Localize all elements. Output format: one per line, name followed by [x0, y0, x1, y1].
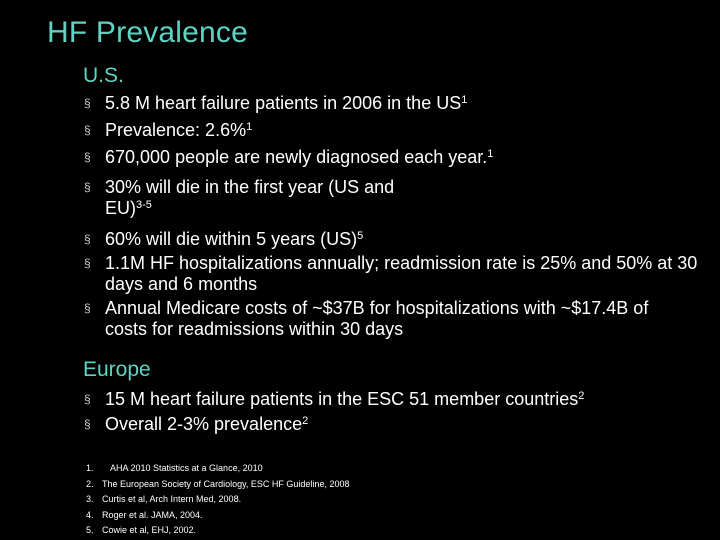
us-bullet-6 [84, 253, 705, 295]
bullet-text: 5.8 M heart failure patients in 2006 in the US [105, 93, 462, 113]
us-bullet-5 [84, 229, 704, 250]
bullet-superscript: 2 [302, 415, 309, 427]
bullet-marker-icon: § [84, 180, 91, 194]
reference-text: Cowie et al, EHJ, 2002. [102, 525, 197, 535]
us-bullet-3 [84, 147, 704, 168]
slide-title: HF Prevalence [47, 16, 249, 49]
bullet-superscript: 2 [578, 390, 585, 402]
reference-item [86, 508, 349, 524]
bullet-text: 60% will die within 5 years (US) [105, 229, 358, 249]
europe-bullet-2 [84, 414, 704, 435]
bullet-marker-icon: § [84, 256, 91, 270]
reference-text: Curtis et al, Arch Intern Med, 2008. [102, 494, 242, 504]
bullet-superscript: 1 [461, 94, 468, 106]
bullet-marker-icon: § [84, 96, 91, 110]
bullet-marker-icon: § [84, 417, 91, 431]
europe-bullet-list [84, 389, 704, 435]
reference-number: 5. [86, 525, 94, 535]
us-section-heading: U.S. [83, 64, 124, 87]
references-list [86, 461, 349, 539]
reference-text: Roger et al. JAMA, 2004. [102, 509, 203, 520]
reference-item [86, 477, 349, 493]
reference-number: 2. [86, 478, 94, 489]
reference-number: 1. [86, 463, 94, 473]
bullet-text: 670,000 people are newly diagnosed each year. [105, 147, 488, 167]
reference-number: 4. [86, 509, 94, 520]
reference-item [86, 523, 349, 539]
bullet-superscript: 5 [357, 230, 364, 242]
bullet-text: 30% will die in the first year (US and EU) [105, 177, 395, 218]
reference-text: The European Society of Cardiology, ESC HF Guideline, 2008 [102, 478, 350, 489]
bullet-text: Annual Medicare costs of ~$37B for hospitalizations with ~$17.4B of costs for readmissions within 30 days [105, 298, 649, 339]
bullet-text: Prevalence: 2.6% [105, 120, 247, 140]
us-bullet-4 [84, 177, 405, 219]
us-bullet-list [84, 93, 704, 340]
europe-bullet-1 [84, 389, 704, 410]
bullet-superscript: 1 [487, 148, 494, 160]
reference-item [86, 461, 349, 477]
reference-item [86, 492, 349, 508]
bullet-marker-icon: § [84, 232, 91, 246]
us-bullet-2 [84, 120, 704, 141]
us-bullet-1 [84, 93, 704, 114]
bullet-superscript: 1 [246, 121, 253, 133]
reference-text: AHA 2010 Statistics at a Glance, 2010 [110, 463, 263, 473]
reference-number: 3. [86, 494, 94, 504]
bullet-marker-icon: § [84, 150, 91, 164]
europe-section-heading: Europe [83, 358, 151, 381]
bullet-marker-icon: § [84, 301, 91, 315]
bullet-superscript: 3-5 [136, 199, 152, 211]
bullet-marker-icon: § [84, 123, 91, 137]
bullet-marker-icon: § [84, 392, 91, 406]
bullet-text: 1.1M HF hospitalizations annually; readmission rate is 25% and 50% at 30 days and 6 months [105, 253, 698, 294]
bullet-text: Overall 2-3% prevalence [105, 414, 303, 434]
bullet-text: 15 M heart failure patients in the ESC 51 member countries [105, 389, 579, 409]
us-bullet-7 [84, 298, 665, 340]
